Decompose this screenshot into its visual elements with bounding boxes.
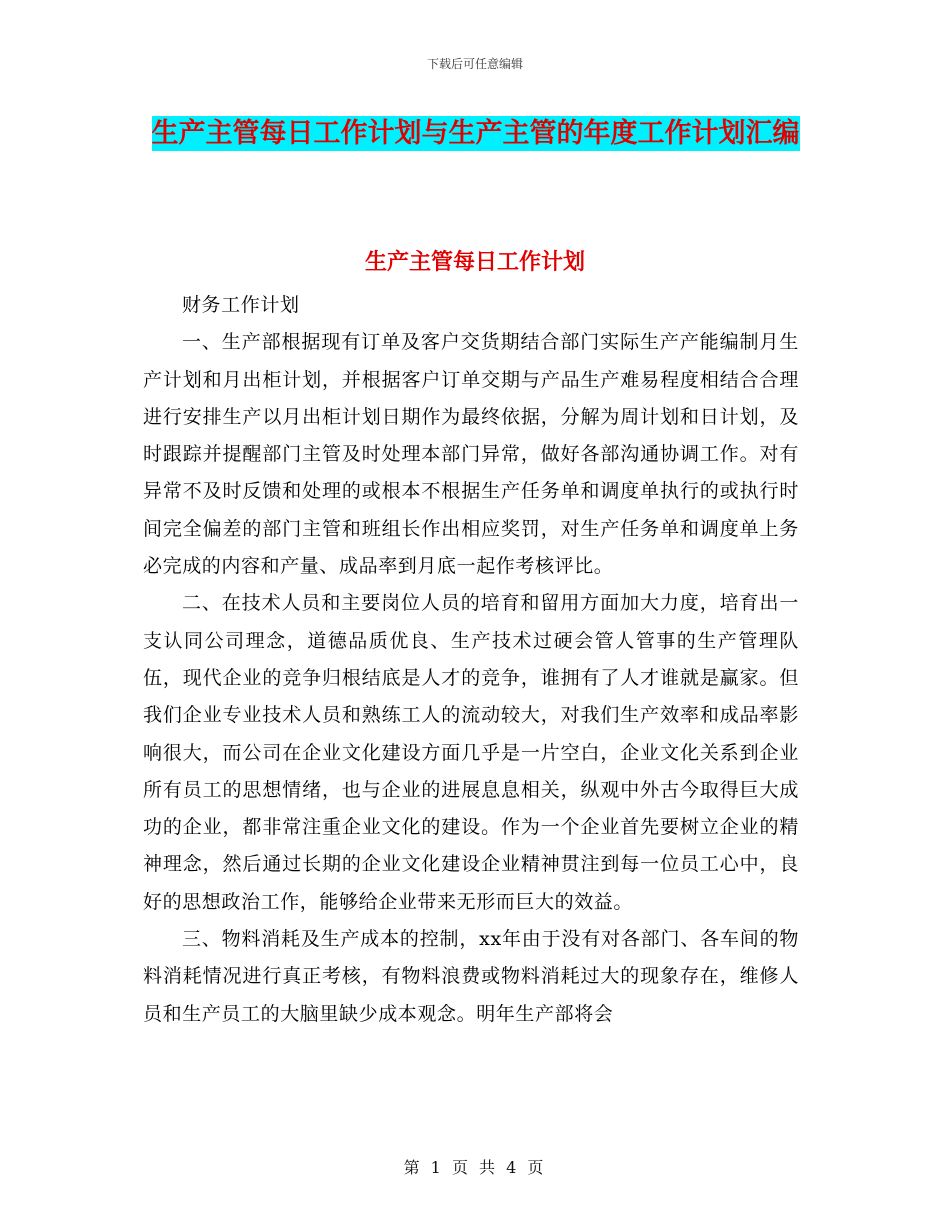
page-footer: 第 1 页 共 4 页 [403, 1158, 547, 1177]
document-body [143, 287, 799, 1033]
paragraph-3: 三、物料消耗及生产成本的控制，xx年由于没有对各部门、各车间的物料消耗情况进行真正考核，有物料浪费或物料消耗过大的现象存在，维修人员和生产员工的大脑里缺少成本观念。明年生产部将会 [143, 928, 799, 1025]
document-title [143, 110, 808, 158]
subheading: 财务工作计划 [181, 294, 300, 316]
header-note: 下载后可任意编辑 [426, 57, 523, 71]
paragraph-2: 二、在技术人员和主要岗位人员的培育和留用方面加大力度，培育出一支认同公司理念，道德品质优良、生产技术过硬会管人管事的生产管理队伍，现代企业的竞争归根结底是人才的竞争，谁拥有了人才谁就是赢家。但我们企业专业技术人员和熟练工人的流动较大，对我们生产效率和成品率影响很大，而公司在企业文化建设方面几乎是一片空白，企业文化关系到企业所有员工的思想情绪，也与企业的进展息息相关，纵观中外古今取得巨大成功的企业，都非常注重企业文化的建设。作为一个企业首先要树立企业的精神理念，然后通过长期的企业文化建设企业精神贯注到每一位员工心中，良好的思想政治工作，能够给企业带来无形而巨大的效益。 [143, 592, 799, 913]
paragraph-1: 一、生产部根据现有订单及客户交货期结合部门实际生产产能编制月生产计划和月出柜计划，并根据客户订单交期与产品生产难易程度相结合合理进行安排生产以月出柜计划日期作为最终依据，分解为周计划和日计划，及时跟踪并提醒部门主管及时处理本部门异常，做好各部沟通协调工作。对有异常不及时反馈和处理的或根本不根据生产任务单和调度单执行的或执行时间完全偏差的部门主管和班组长作出相应奖罚，对生产任务单和调度单上务必完成的内容和产量、成品率到月底一起作考核评比。 [143, 331, 799, 578]
title-highlight: 生产主管每日工作计划与生产主管的年度工作计划汇编 [151, 118, 800, 149]
section-title: 生产主管每日工作计划 [364, 250, 585, 275]
